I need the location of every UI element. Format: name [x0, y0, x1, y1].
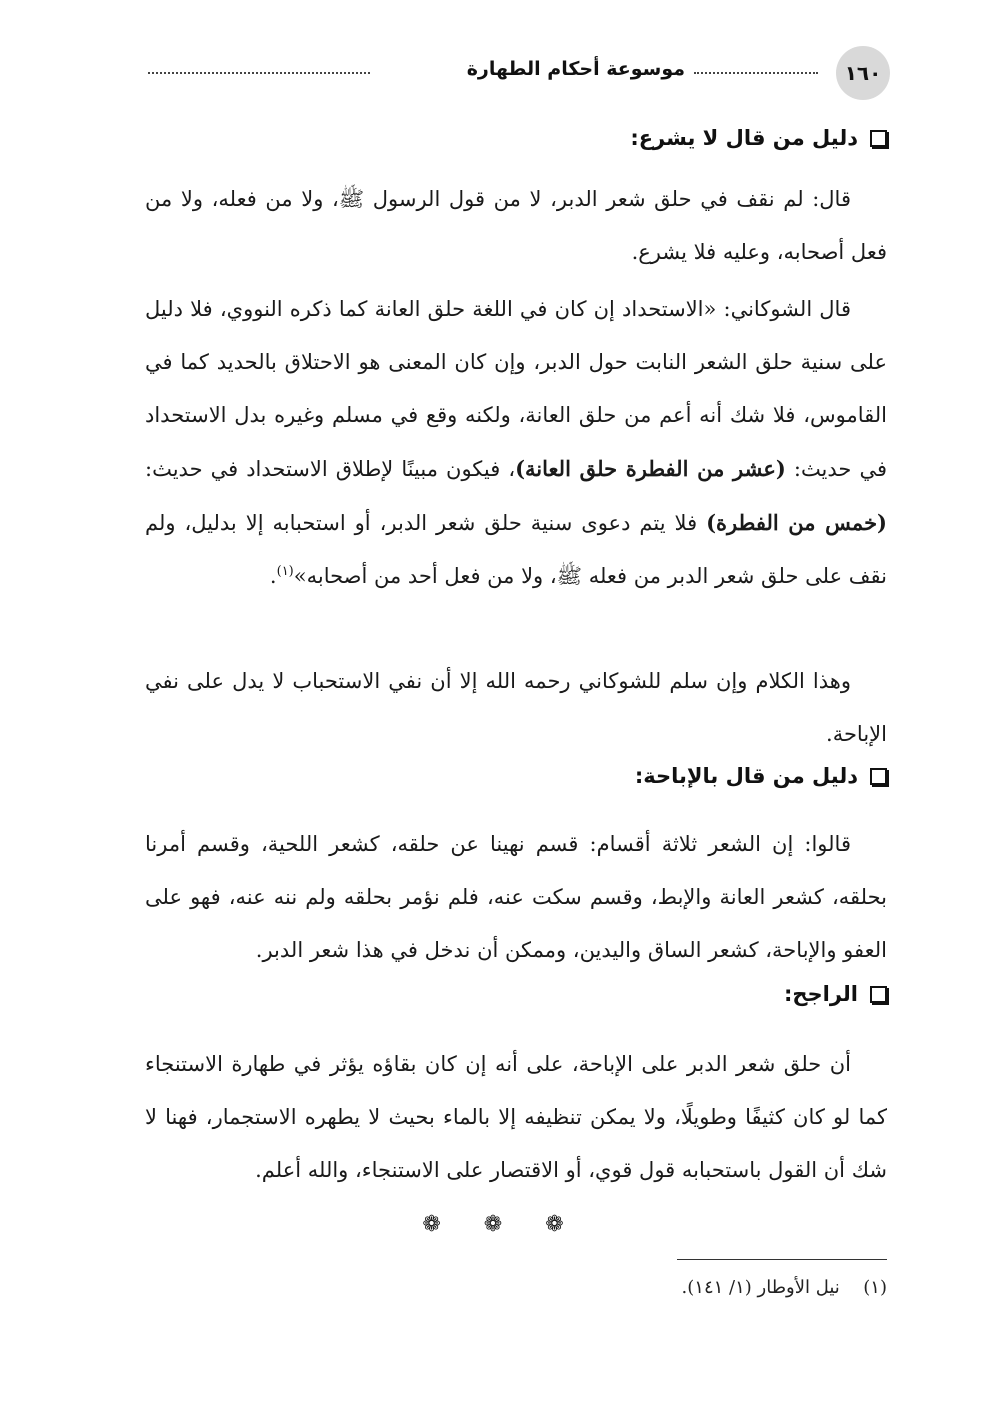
paragraph-text: وهذا الكلام وإن سلم للشوكاني رحمه الله إلا أن نفي الاستحباب لا يدل على نفي الإباحة. [145, 669, 887, 746]
footnote-reference[interactable]: (١) [276, 564, 294, 579]
page-number-badge: ١٦٠ [836, 46, 890, 100]
quote-text-part3: فلا يتم دعوى سنية حلق شعر الدبر، أو استحبابه إلا بدليل، ولم نقف على حلق شعر الدبر من فعله ﷺ، ولا من فعل أحد من أصحابه» [145, 511, 887, 588]
hadith-ten-of-fitrah: (عشر من الفطرة حلق العانة) [515, 456, 786, 481]
header-dotted-rule-left [148, 72, 370, 74]
paragraph-no-evidence [145, 173, 887, 279]
quote-text-part2: ، فيكون مبينًا لإطلاق الاستحداد في حديث: [145, 457, 516, 481]
checkbox-square-icon [870, 768, 887, 785]
section-heading-preferred-view [784, 982, 887, 1006]
header-dotted-rule-right [694, 72, 818, 74]
book-title: موسوعة أحكام الطهارة [466, 58, 685, 80]
section-heading-not-prescribed [630, 126, 887, 150]
paragraph-hair-categories [145, 818, 887, 977]
section-heading-text: الراجح: [783, 982, 858, 1006]
paragraph-conclusion [145, 1038, 887, 1197]
paragraph-commentary [145, 655, 887, 761]
section-end-ornament: ❁ ❁ ❁ [422, 1212, 582, 1237]
checkbox-square-icon [870, 986, 887, 1003]
section-heading-text: دليل من قال بالإباحة: [634, 764, 858, 788]
hadith-five-of-fitrah: (خمس من الفطرة) [706, 510, 887, 535]
checkbox-square-icon [870, 130, 887, 147]
footnote-separator [677, 1259, 887, 1260]
section-heading-text: دليل من قال لا يشرع: [630, 126, 858, 150]
footnote-marker: (١) [863, 1277, 887, 1298]
section-heading-permissible [635, 764, 887, 788]
running-header [148, 44, 890, 100]
quote-text-part1: قال الشوكاني: «الاستحداد إن كان في اللغة حلق العانة كما ذكره النووي، فلا دليل على سنية حلق الشعر النابت حول الدبر، وإن كان المعنى هو الاحتلاق بالحديد كما في القاموس، فلا شك أنه أعم من حلق العانة، ولكنه وقع في مسلم وغيره بدل الاستحداد في حديث: [145, 297, 888, 481]
paragraph-text: أن حلق شعر الدبر على الإباحة، على أنه إن كان بقاؤه يؤثر في طهارة الاستنجاء كما لو كان كثيفًا وطويلًا، ولا يمكن تنظيفه إلا بالماء بحيث لا يطهره الاستجمار، فهنا لا شك أن القول باستحبابه قول قوي، أو الاقتصار على الاستنجاء، والله أعلم. [145, 1052, 887, 1182]
footnote-text: نيل الأوطار (١/ ١٤١). [681, 1277, 840, 1298]
footnote-1 [145, 1277, 887, 1298]
paragraph-shawkani-quote [145, 283, 887, 603]
paragraph-text: قالوا: إن الشعر ثلاثة أقسام: قسم نهينا عن حلقه، كشعر اللحية، وقسم أمرنا بحلقه، كشعر العانة والإبط، وقسم سكت عنه، فلم نؤمر بحلقه ولم ننه عنه، فهو على العفو والإباحة، كشعر الساق واليدين، وممكن أن ندخل في هذا شعر الدبر. [145, 832, 887, 962]
paragraph-text: قال: لم نقف في حلق شعر الدبر، لا من قول الرسول ﷺ، ولا من فعله، ولا من فعل أصحابه، وعليه فلا يشرع. [145, 187, 887, 264]
quote-end-punct: . [269, 564, 277, 588]
